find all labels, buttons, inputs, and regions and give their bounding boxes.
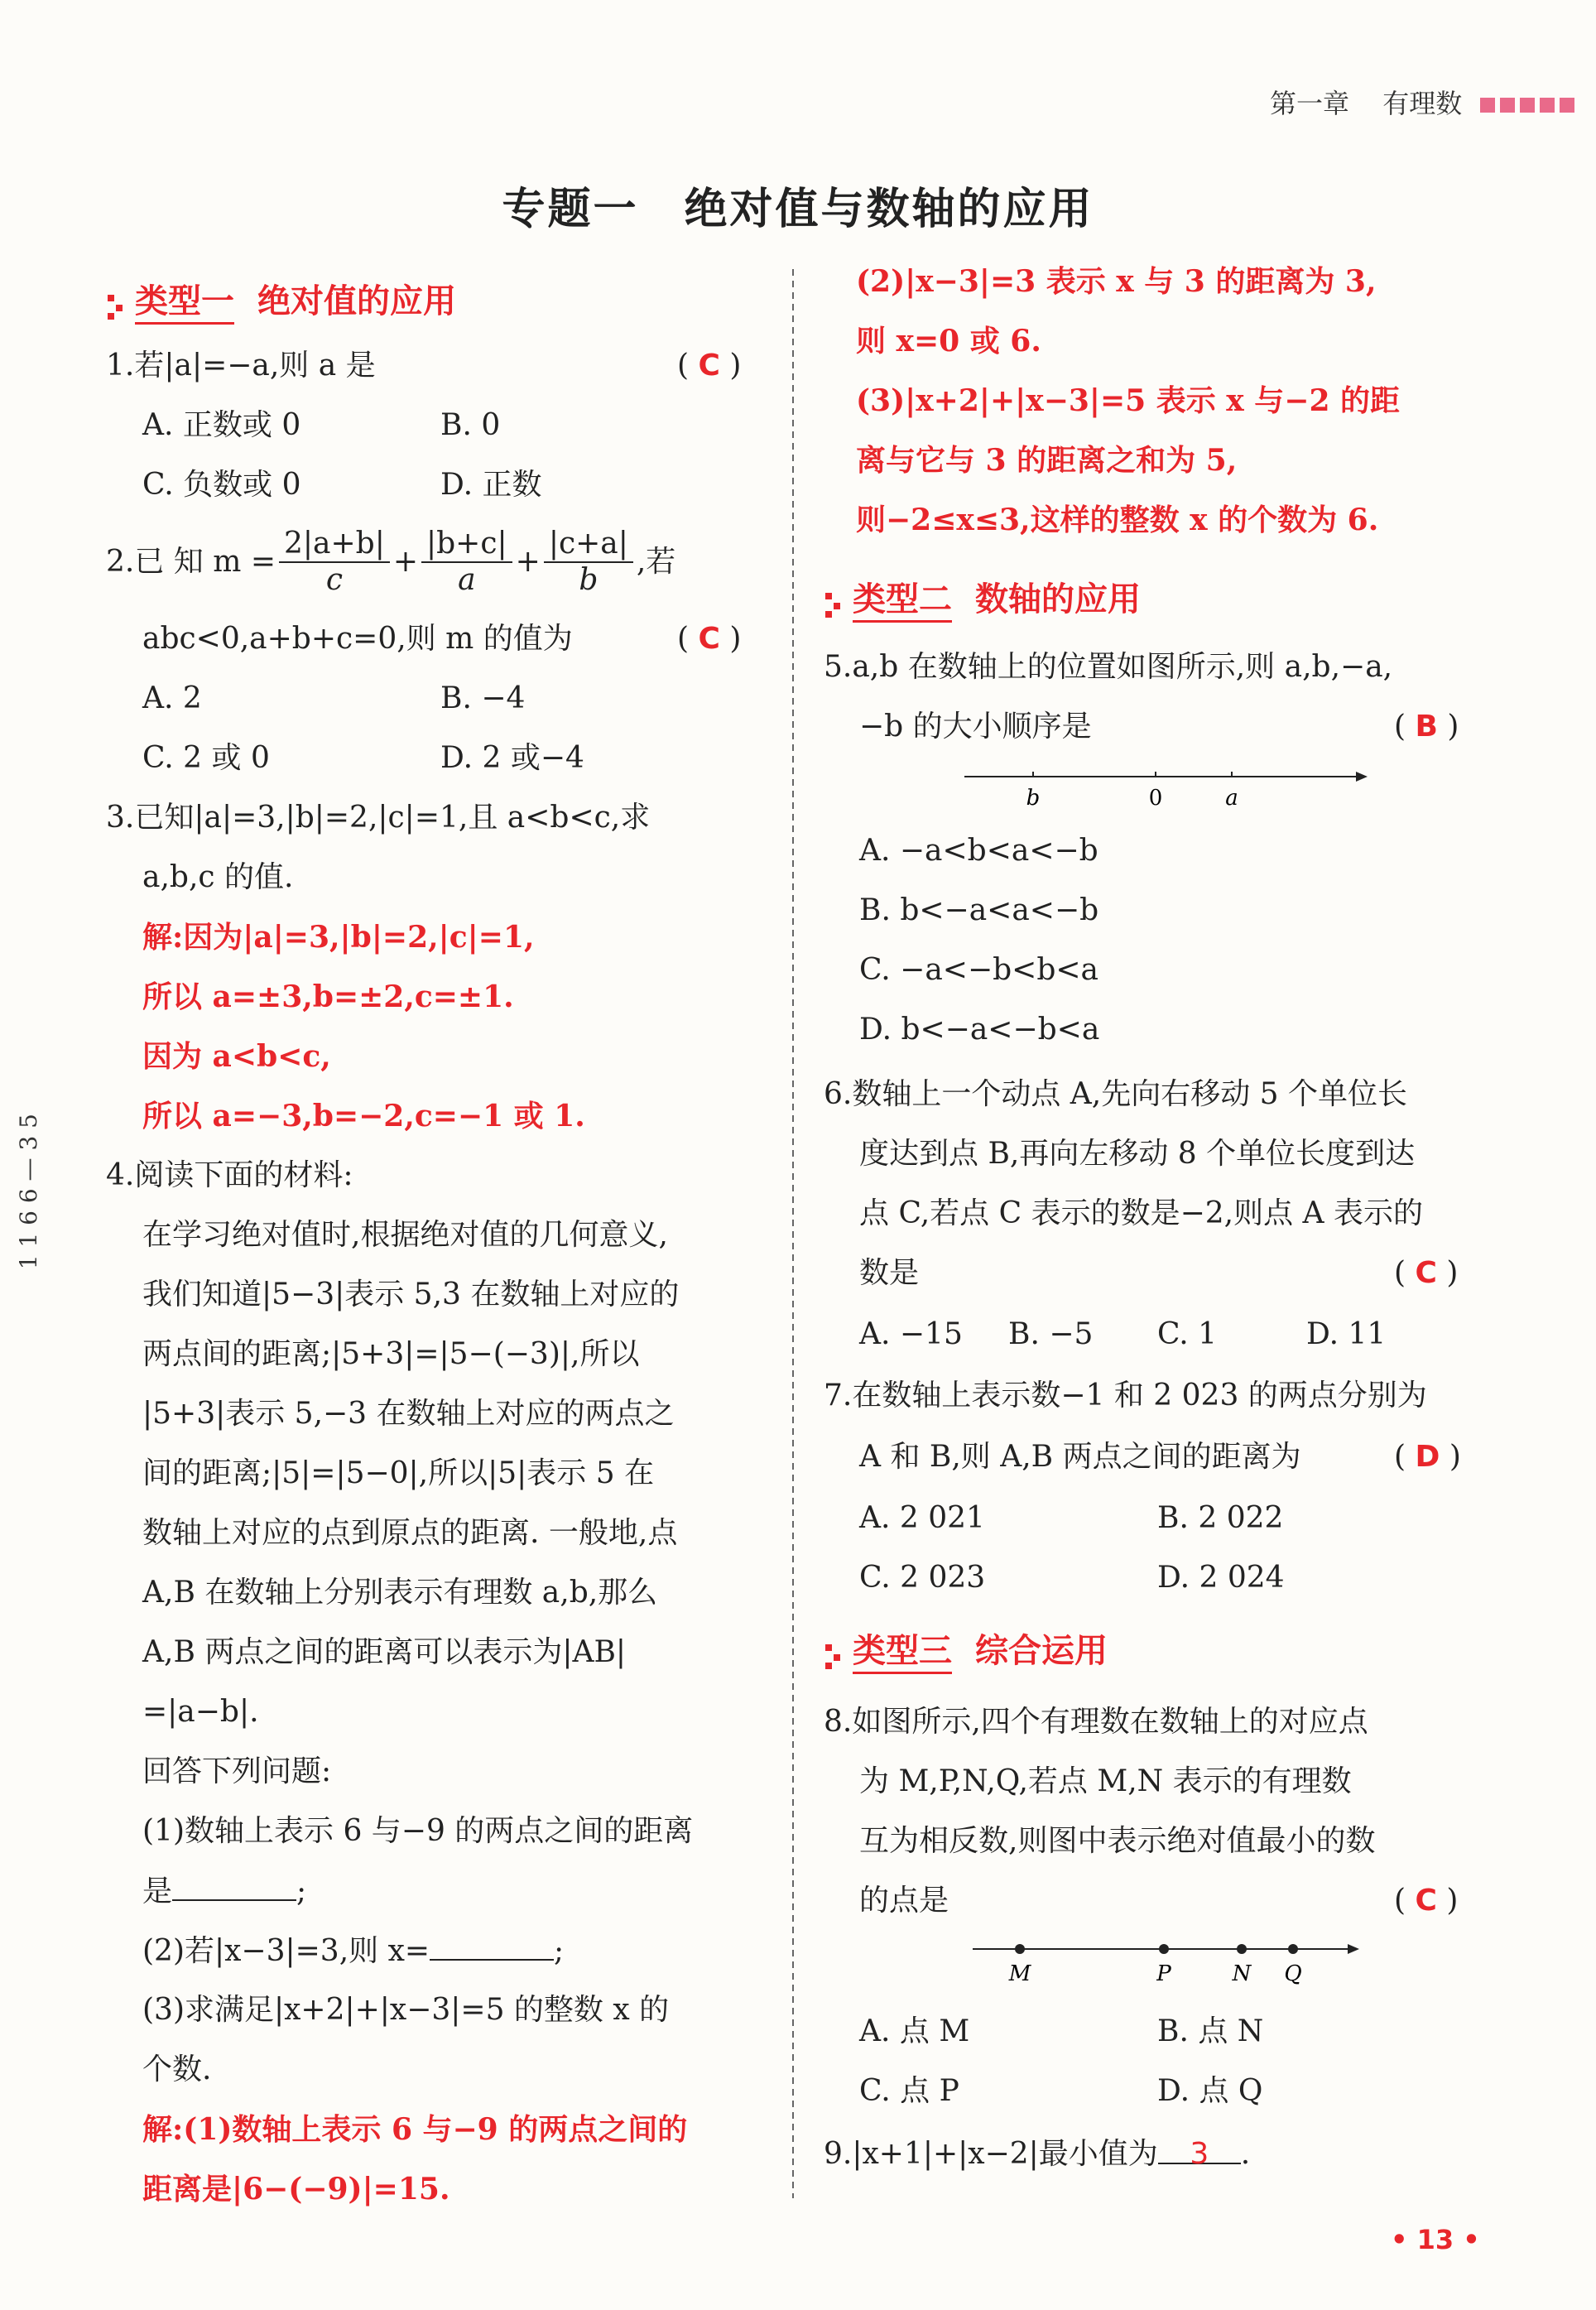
q5-number-line (960, 762, 1374, 811)
q8-option-c: C. 点 P (859, 2074, 959, 2108)
q6-stem-line: 数是 (859, 1256, 920, 1290)
chapter-title: 有理数 (1382, 88, 1463, 119)
q8-answer: C (1415, 1884, 1437, 1918)
q8-stem-line: 8.如图所示,四个有理数在数轴上的对应点 (824, 1705, 1368, 1739)
q5-axis-label: b (1026, 786, 1041, 811)
q4-material-line: 在学习绝对值时,根据绝对值的几何意义, (142, 1218, 668, 1252)
q5-stem-line1: 5.a,b 在数轴上的位置如图所示,则 a,b,−a, (824, 650, 1393, 684)
q2-option-c: C. 2 或 0 (142, 741, 270, 775)
q2-option-a: A. 2 (142, 681, 202, 715)
q5-answer: B (1415, 710, 1438, 744)
q9-stem: 9.|x+1|+|x−2|最小值为 (824, 2137, 1158, 2171)
side-code: 1 1 6 6 — 3 5 (15, 1114, 42, 1270)
q6-stem-line: 点 C,若点 C 表示的数是−2,则点 A 表示的 (859, 1196, 1423, 1230)
section-3-name: 综合运用 (975, 1632, 1108, 1670)
q4-material-line: 两点间的距离;|5+3|=|5−(−3)|,所以 (142, 1337, 640, 1371)
section-1-label: 类型一 (135, 282, 234, 325)
column-divider (792, 269, 794, 2198)
section-1-name: 绝对值的应用 (257, 282, 456, 320)
q8-axis-label: N (1232, 1961, 1252, 1986)
q7-answer: D (1415, 1440, 1440, 1474)
q9-end: . (1240, 2137, 1251, 2171)
q7-option-c: C. 2 023 (859, 1561, 986, 1595)
q8-stem-line: 为 M,P,N,Q,若点 M,N 表示的有理数 (859, 1764, 1352, 1798)
q6-stem-line: 度达到点 B,再向左移动 8 个单位长度到达 (859, 1137, 1416, 1171)
q4-material-line: A,B 在数轴上分别表示有理数 a,b,那么 (142, 1576, 658, 1610)
q3-solution-line: 解:因为|a|=3,|b|=2,|c|=1, (142, 920, 535, 955)
q5-stem-line2: −b 的大小顺序是 (859, 710, 1092, 744)
q2-stem-line2: abc<0,a+b+c=0,则 m 的值为 (142, 622, 573, 656)
q2-option-d: D. 2 或−4 (440, 741, 584, 775)
q4-material-line: 我们知道|5−3|表示 5,3 在数轴上对应的 (142, 1278, 680, 1311)
q5-answer-bracket: ( B ) (1394, 710, 1459, 744)
q2-fraction-3: $\frac{|c+a|}{b}$ (544, 527, 633, 598)
q3-solution-line: 因为 a<b<c, (142, 1039, 331, 1074)
q4-part3-line1: (3)求满足|x+2|+|x−3|=5 的整数 x 的 (142, 1993, 670, 2027)
q8-axis-label: M (1008, 1961, 1031, 1986)
question-9 (824, 2134, 1250, 2174)
q6-option-b: B. −5 (1008, 1317, 1094, 1351)
q2-option-b: B. −4 (440, 681, 526, 715)
q7-stem-line2: A 和 B,则 A,B 两点之间的距离为 (859, 1440, 1301, 1474)
chapter-label: 第一章 (1270, 88, 1350, 119)
q5-axis-label: 0 (1148, 786, 1163, 811)
q2-stem-line1: 2.已 知 m = $\frac{2|a+b|}{c}$ + $\frac{|b+c|}{a}$ + $\frac{|c+a|}{b}$ ,若 (106, 527, 676, 597)
q4-solution-line: 则 x=0 或 6. (856, 324, 1041, 359)
q1-option-b: B. 0 (440, 408, 501, 442)
q3-solution-line: 所以 a=±3,b=±2,c=±1. (142, 979, 514, 1014)
q2-fraction-2: $\frac{|b+c|}{a}$ (421, 527, 512, 598)
q4-solution-line: 距离是|6−(−9)|=15. (142, 2172, 450, 2207)
q4-part1-line1: (1)数轴上表示 6 与−9 的两点之间的距离 (142, 1814, 694, 1848)
q2-fraction-1: $\frac{2|a+b|}{c}$ (279, 527, 390, 598)
q8-number-line (969, 1934, 1366, 1987)
q8-axis-label: P (1156, 1961, 1171, 1986)
q4-part1-blank[interactable] (172, 1871, 296, 1901)
q1-answer: C (698, 349, 720, 383)
q4-part2: (2)若|x−3|=3,则 x= ; (142, 1931, 564, 1971)
q8-stem-line: 的点是 (859, 1884, 949, 1918)
q1-stem: 1.若|a|=−a,则 a 是 (106, 349, 376, 383)
q1-option-c: C. 负数或 0 (142, 468, 301, 502)
q8-stem-line: 互为相反数,则图中表示绝对值最小的数 (859, 1824, 1376, 1858)
q5-axis-label: a (1225, 786, 1238, 811)
q4-material-line: A,B 两点之间的距离可以表示为|AB| (142, 1635, 627, 1669)
q8-axis-label: Q (1284, 1961, 1302, 1986)
q4-material-line: =|a−b|. (142, 1695, 259, 1729)
q6-option-c: C. 1 (1157, 1317, 1218, 1351)
q4-part3-line2: 个数. (142, 2053, 212, 2086)
q5-option-a: A. −a<b<a<−b (859, 834, 1098, 868)
section-2-label: 类型二 (853, 580, 952, 623)
q6-stem-line: 6.数轴上一个动点 A,先向右移动 5 个单位长 (824, 1077, 1408, 1111)
q4-solution-line: (2)|x−3|=3 表示 x 与 3 的距离为 3, (856, 264, 1377, 299)
running-header (1270, 83, 1574, 121)
q8-option-a: A. 点 M (859, 2014, 970, 2048)
q3-solution-line: 所以 a=−3,b=−2,c=−1 或 1. (142, 1099, 585, 1133)
header-decoration (1475, 88, 1574, 119)
q6-option-d: D. 11 (1306, 1317, 1387, 1351)
q4-title: 4.阅读下面的材料: (106, 1158, 353, 1192)
q8-answer-bracket: ( C ) (1394, 1884, 1459, 1918)
q3-stem-line2: a,b,c 的值. (142, 860, 294, 894)
q4-solution-line: (3)|x+2|+|x−3|=5 表示 x 与−2 的距 (856, 383, 1401, 418)
q6-option-a: A. −15 (859, 1317, 963, 1351)
q4-material-line: |5+3|表示 5,−3 在数轴上对应的两点之 (142, 1397, 675, 1431)
q9-answer: 3 (1190, 2137, 1209, 2171)
q7-stem-line1: 7.在数轴上表示数−1 和 2 023 的两点分别为 (824, 1379, 1427, 1412)
section-2-name: 数轴的应用 (975, 580, 1141, 618)
q2-answer: C (698, 622, 720, 656)
q4-part1-line2: 是 ; (142, 1871, 306, 1912)
q8-option-b: B. 点 N (1157, 2014, 1264, 2048)
page-title: 专题一 绝对值与数轴的应用 (502, 185, 1094, 234)
q2-stem-pre: 2.已 知 m = (106, 545, 276, 579)
q4-solution-line: 解:(1)数轴上表示 6 与−9 的两点之间的 (142, 2112, 688, 2147)
q5-option-c: C. −a<−b<b<a (859, 953, 1098, 987)
q4-part2-blank[interactable] (430, 1931, 554, 1961)
q2-stem-post: ,若 (636, 545, 676, 579)
q8-option-d: D. 点 Q (1157, 2074, 1263, 2108)
q6-answer: C (1415, 1256, 1437, 1290)
page-number: • 13 • (1391, 2224, 1480, 2255)
q4-material-line: 间的距离;|5|=|5−0|,所以|5|表示 5 在 (142, 1456, 655, 1490)
q5-option-d: D. b<−a<−b<a (859, 1013, 1100, 1047)
q6-answer-bracket: ( C ) (1394, 1256, 1459, 1290)
q7-option-d: D. 2 024 (1157, 1561, 1285, 1595)
q7-option-a: A. 2 021 (859, 1501, 985, 1535)
q4-material-line: 数轴上对应的点到原点的距离. 一般地,点 (142, 1516, 678, 1550)
q1-option-d: D. 正数 (440, 468, 542, 502)
q5-option-b: B. b<−a<a<−b (859, 893, 1099, 927)
q4-solution-line: 离与它与 3 的距离之和为 5, (856, 443, 1238, 478)
q4-prompt: 回答下列问题: (142, 1754, 332, 1788)
q7-answer-bracket: ( D ) (1394, 1440, 1461, 1474)
q2-answer-bracket: ( C ) (677, 622, 742, 656)
q3-stem-line1: 3.已知|a|=3,|b|=2,|c|=1,且 a<b<c,求 (106, 801, 651, 835)
q9-blank[interactable] (1158, 2134, 1241, 2171)
q1-option-a: A. 正数或 0 (142, 408, 301, 442)
q4-solution-line: 则−2≤x≤3,这样的整数 x 的个数为 6. (856, 503, 1379, 537)
q7-option-b: B. 2 022 (1157, 1501, 1284, 1535)
section-3-label: 类型三 (853, 1632, 952, 1674)
q1-answer-bracket: ( C ) (677, 349, 742, 383)
